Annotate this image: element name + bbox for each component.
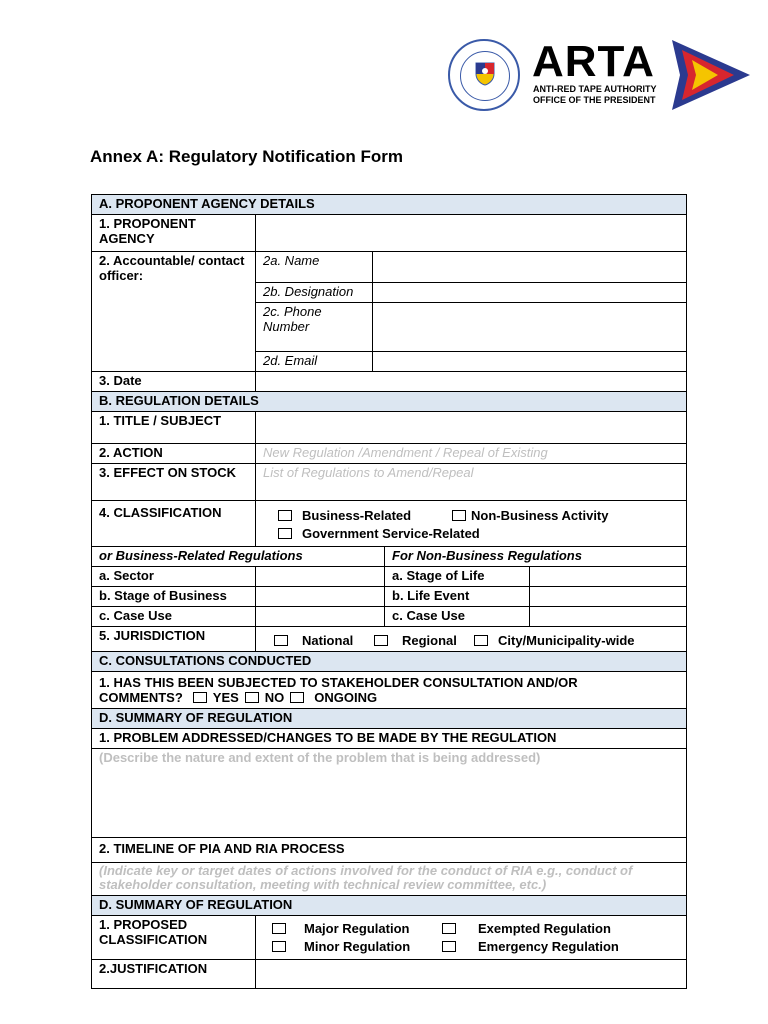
proponent-agency-field[interactable] <box>256 215 687 252</box>
justification-label: 2.JUSTIFICATION <box>92 960 256 989</box>
arta-logo-office: OFFICE OF THE PRESIDENT <box>533 95 656 105</box>
page-title: Annex A: Regulatory Notification Form <box>90 147 403 166</box>
emergency-regulation-checkbox[interactable] <box>442 941 456 952</box>
office-of-the-president-seal <box>448 39 520 111</box>
regional-checkbox[interactable] <box>374 635 388 646</box>
stage-of-life-field[interactable] <box>530 567 687 587</box>
non-business-activity-label: Non-Business Activity <box>471 507 609 523</box>
emergency-regulation-label: Emergency Regulation <box>478 938 619 954</box>
ongoing-checkbox[interactable] <box>290 692 304 703</box>
exempted-regulation-label: Exempted Regulation <box>478 920 611 936</box>
email-field[interactable] <box>373 352 687 372</box>
effect-on-stock-label: 3. EFFECT ON STOCK <box>92 464 256 501</box>
major-regulation-checkbox[interactable] <box>272 923 286 934</box>
title-subject-field[interactable] <box>256 412 687 444</box>
problem-addressed-field[interactable]: (Describe the nature and extent of the problem that is being addressed) <box>92 749 687 838</box>
phone-number-label: 2c. Phone Number <box>256 303 373 352</box>
yes-checkbox[interactable] <box>193 692 207 703</box>
business-related-header: or Business-Related Regulations <box>92 547 385 567</box>
no-checkbox[interactable] <box>245 692 259 703</box>
stage-of-business-label: b. Stage of Business <box>92 587 256 607</box>
date-label: 3. Date <box>92 372 256 392</box>
name-field[interactable] <box>373 252 687 283</box>
action-field[interactable]: New Regulation /Amendment / Repeal of Existing <box>256 444 687 464</box>
non-business-activity-checkbox[interactable] <box>452 510 466 521</box>
sector-field[interactable] <box>256 567 385 587</box>
regulatory-notification-form <box>91 194 687 989</box>
arta-logo-title: ARTA <box>532 37 655 86</box>
case-use-non-business-label: c. Case Use <box>385 607 530 627</box>
section-d2-header: D. SUMMARY OF REGULATION <box>92 896 687 916</box>
designation-label: 2b. Designation <box>256 283 373 303</box>
section-c-header: C. CONSULTATIONS CONDUCTED <box>92 652 687 672</box>
proposed-classification-label: 1. PROPOSED CLASSIFICATION <box>92 916 256 960</box>
consultation-question-line2: COMMENTS? <box>99 690 183 705</box>
no-label: NO <box>264 690 285 705</box>
case-use-label: c. Case Use <box>92 607 256 627</box>
page-header <box>446 36 751 116</box>
yes-label: YES <box>212 690 239 705</box>
ongoing-label: ONGOING <box>314 690 378 705</box>
sector-label: a. Sector <box>92 567 256 587</box>
business-related-label: Business-Related <box>302 507 412 523</box>
life-event-label: b. Life Event <box>385 587 530 607</box>
section-b-header: B. REGULATION DETAILS <box>92 392 687 412</box>
national-checkbox[interactable] <box>274 635 288 646</box>
case-use-non-business-field[interactable] <box>530 607 687 627</box>
phone-number-field[interactable] <box>373 303 687 352</box>
minor-regulation-checkbox[interactable] <box>272 941 286 952</box>
minor-regulation-label: Minor Regulation <box>304 938 411 954</box>
city-municipality-checkbox[interactable] <box>474 635 488 646</box>
jurisdiction-options <box>256 627 687 652</box>
non-business-header: For Non-Business Regulations <box>385 547 687 567</box>
business-related-checkbox[interactable] <box>278 510 292 521</box>
exempted-regulation-checkbox[interactable] <box>442 923 456 934</box>
action-label: 2. ACTION <box>92 444 256 464</box>
justification-field[interactable] <box>256 960 687 989</box>
seal-inner-ring <box>460 51 510 101</box>
arta-logo-subtitle: ANTI-RED TAPE AUTHORITY <box>533 84 657 94</box>
section-d-header: D. SUMMARY OF REGULATION <box>92 709 687 729</box>
date-field[interactable] <box>256 372 687 392</box>
regional-label: Regional <box>402 632 457 648</box>
title-subject-label: 1. TITLE / SUBJECT <box>92 412 256 444</box>
jurisdiction-label: 5. JURISDICTION <box>92 627 256 652</box>
stage-of-business-field[interactable] <box>256 587 385 607</box>
proposed-classification-options <box>256 916 687 960</box>
effect-on-stock-field[interactable]: List of Regulations to Amend/Repeal <box>256 464 687 501</box>
name-label: 2a. Name <box>256 252 373 283</box>
timeline-field[interactable]: (Indicate key or target dates of actions involved for the conduct of RIA e.g., conduct of stakeholder consultation, meeting with technical review committee, etc.) <box>92 863 687 896</box>
consultation-question-line1: 1. HAS THIS BEEN SUBJECTED TO STAKEHOLDER CONSULTATION AND/OR <box>99 675 578 690</box>
classification-options <box>256 501 687 547</box>
major-regulation-label: Major Regulation <box>304 920 410 936</box>
stakeholder-consultation-question <box>92 672 687 709</box>
city-municipality-label: City/Municipality-wide <box>498 632 635 648</box>
email-label: 2d. Email <box>256 352 373 372</box>
problem-addressed-label: 1. PROBLEM ADDRESSED/CHANGES TO BE MADE BY THE REGULATION <box>92 729 687 749</box>
life-event-field[interactable] <box>530 587 687 607</box>
section-a-header: A. PROPONENT AGENCY DETAILS <box>92 195 687 215</box>
case-use-field[interactable] <box>256 607 385 627</box>
proponent-agency-label: 1. PROPONENT AGENCY <box>92 215 256 252</box>
national-label: National <box>302 632 354 648</box>
stage-of-life-label: a. Stage of Life <box>385 567 530 587</box>
classification-label: 4. CLASSIFICATION <box>92 501 256 547</box>
designation-field[interactable] <box>373 283 687 303</box>
shield-icon <box>475 62 495 86</box>
timeline-label: 2. TIMELINE OF PIA AND RIA PROCESS <box>92 838 687 863</box>
arta-arrow-logo-icon <box>668 38 750 112</box>
government-service-label: Government Service-Related <box>302 525 480 541</box>
contact-officer-label: 2. Accountable/ contact officer: <box>92 252 256 372</box>
government-service-checkbox[interactable] <box>278 528 292 539</box>
